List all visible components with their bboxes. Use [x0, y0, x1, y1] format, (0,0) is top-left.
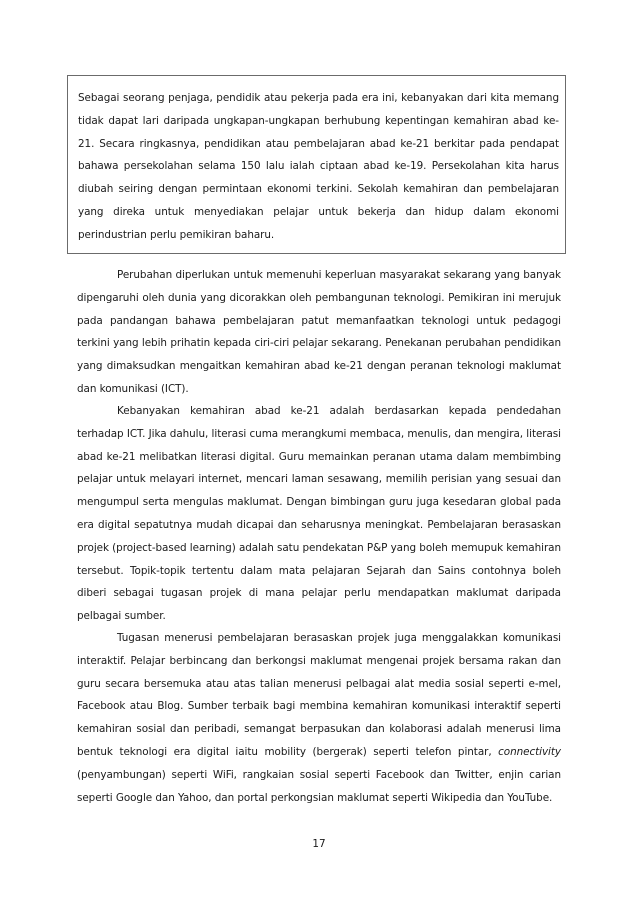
paragraph-1 — [77, 264, 561, 401]
paragraph-3 — [77, 627, 561, 809]
boxed-quote — [67, 75, 566, 254]
paragraph-1-text: Perubahan diperlukan untuk memenuhi keperluan masyarakat sekarang yang banyak dipengaruhi oleh dunia yang dicorakkan oleh pembangunan teknologi. Pemikiran ini merujuk pada pandangan bahawa pembelajaran patut memanfaatkan teknologi untuk pedagogi terkini yang lebih prihatin kepada ciri-ciri pelajar sekarang. Penekanan perubahan pendidikan yang dimaksudkan mengaitkan kemahiran abad ke-21 dengan peranan teknologi maklumat dan komunikasi (ICT). — [77, 269, 561, 395]
paragraph-2 — [77, 400, 561, 628]
paragraph-3-text-end: (penyambungan) seperti WiFi, rangkaian sosial seperti Facebook dan Twitter, enjin carian seperti Google dan Yahoo, dan portal perkongsian maklumat seperti Wikipedia dan YouTube. — [77, 768, 561, 804]
boxed-quote-text: Sebagai seorang penjaga, pendidik atau pekerja pada era ini, kebanyakan dari kita memang tidak dapat lari daripada ungkapan-ungkapan berhubung kepentingan kemahiran abad ke-21. Secara ringkasnya, pendidikan atau pembelajaran abad ke-21 berkitar pada pendapat bahawa persekolahan selama 150 lalu ialah ciptaan abad ke-19. Persekolahan kita harus diubah seiring dengan permintaan ekonomi terkini. Sekolah kemahiran dan pembelajaran yang direka untuk menyediakan pelajar untuk bekerja dan hidup dalam ekonomi perindustrian perlu pemikiran baharu. — [78, 92, 559, 241]
paragraph-3-italic-term: connectivity — [498, 745, 561, 758]
paragraph-3-text-start: Tugasan menerusi pembelajaran berasaskan projek juga menggalakkan komunikasi interaktif. Pelajar berbincang dan berkongsi maklumat mengenai projek bersama rakan dan guru secara bersemuka atau atas talian menerusi pelbagai alat media sosial seperti e-mel, Facebook atau Blog. Sumber terbaik bagi membina kemahiran komunikasi interaktif seperti kemahiran sosial dan peribadi, semangat berpasukan dan kolaborasi adalah menerusi lima bentuk teknologi era digital iaitu mobility (bergerak) seperti telefon pintar, — [77, 632, 561, 758]
paragraph-2-text: Kebanyakan kemahiran abad ke-21 adalah berdasarkan kepada pendedahan terhadap ICT. Jika dahulu, literasi cuma merangkumi membaca, menulis, dan mengira, literasi abad ke-21 melibatkan literasi digital. Guru memainkan peranan utama dalam membimbing pelajar untuk melayari internet, mencari laman sesawang, memilih perisian yang sesuai dan mengumpul serta mengulas maklumat. Dengan bimbingan guru juga kesedaran global pada era digital sepatutnya mudah dicapai dan seharusnya meningkat. Pembelajaran berasaskan projek (project-based learning) adalah satu pendekatan P&P yang boleh memupuk kemahiran tersebut. Topik-topik tertentu dalam mata pelajaran Sejarah dan Sains contohnya boleh diberi sebagai tugasan projek di mana pelajar perlu mendapatkan maklumat daripada pelbagai sumber. — [77, 405, 561, 623]
page-number: 17 — [312, 838, 326, 850]
